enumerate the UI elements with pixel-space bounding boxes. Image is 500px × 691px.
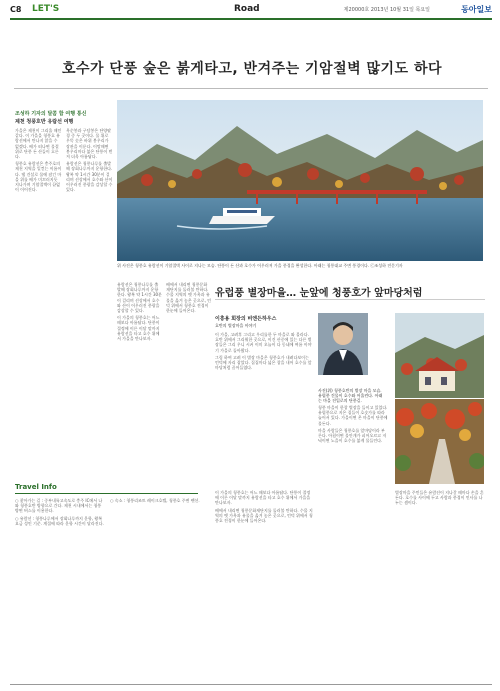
article-paragraph: 배에서 내리면 청풍문화재단지를 둘러볼 만하다. 수몰 지역의 옛 가옥과 유물을 옮겨 놓은 곳으로, 언덕 위에서 청풍호 전경이 한눈에 들어온다. bbox=[215, 507, 313, 524]
photo-caption: 사진(위) 청풍호반의 별장 마을 모습. 유럽풍 건물이 호수와 어울린다. 아래는 마을 진입로의 단풍길. bbox=[318, 388, 383, 403]
page-header bbox=[10, 4, 492, 20]
villa-village-photo bbox=[395, 313, 484, 484]
article-paragraph: 이 가을, 고려후 그리고 우리를한 두 마을로 와 몰라다. 호반 위에서 그리워한 곳으로, 이건 산중에 있는 다른 별장들은 그리 우니 시커 이미 오늘이 다 동네에 여름 이야기 가을로 돌아왔다. bbox=[215, 332, 312, 353]
article-paragraph: 이 가을의 청풍호는 어느 때보다 아름답다. 단풍이 절정에 이른 이달 말까지 유람선을 타고 호수 위에서 가을을 만나보자. bbox=[117, 315, 160, 342]
photo-caption: 위 사진은 청풍호 유람선이 기암절벽 사이로 지나는 모습. 단풍이 든 산과 호수가 어우러져 가을 풍경을 완성한다. 아래는 청풍대교 주변 풍경이다. ⓒ조성하 전문기자 bbox=[117, 263, 403, 268]
article-paragraph: 유람선은 청풍나루를 출발해 장회나루까지 운항한다. 왕복 약 1시간 30분이 걸리며 선상에서 호수와 산이 어우러진 풍광을 감상할 수 있다. bbox=[117, 282, 162, 314]
center-text-column-1 bbox=[117, 282, 162, 432]
article-paragraph: 별장마을 주민들은 유람선이 지나갈 때마다 손을 흔든다. 호수를 사이에 두고 사람과 풍경이 인사를 나누는 셈이다. bbox=[395, 490, 484, 506]
section-title: Road bbox=[234, 4, 260, 14]
profile-title: 호반의 별장마을 이야기 bbox=[215, 323, 257, 328]
article-paragraph: 청풍호 유람선은 충주호의 제천 지역을 일컫는 이름이다. 댐 건설로 물에 잠긴 마을 위를 배가 미끄러지듯 지나가며 기암절벽이 끝없이 이어진다. bbox=[15, 161, 62, 193]
portrait-photo bbox=[318, 313, 368, 375]
profile-name: 이흥용 회장의 비엔든하우스 bbox=[215, 316, 277, 322]
right-text-column bbox=[318, 405, 388, 675]
left-text-column-1 bbox=[15, 128, 62, 478]
left-text-column-2 bbox=[66, 128, 113, 478]
page-number: C8 bbox=[10, 5, 22, 14]
article-paragraph: 배에서 내리면 청풍문화재단지를 둘러볼 만하다. 수몰 지역의 옛 가옥과 유물을 옮겨 놓은 곳으로, 언덕 위에서 청풍호 전경이 한눈에 들어온다. bbox=[166, 282, 211, 314]
travel-info-paragraph: ○ 숙소 : 청풍리조트 레이크호텔, 청풍호 주변 펜션. bbox=[110, 498, 200, 503]
newspaper-name: 동아일보 bbox=[461, 5, 492, 14]
article-paragraph: 옥순봉과 구담봉은 단양팔경 중 두 곳이다. 물 위로 우뚝 솟은 바위 봉우리가 장관을 이룬다. 이맘때면 봉우리마다 붉은 단풍이 번져 더욱 아름답다. bbox=[66, 128, 113, 160]
article-paragraph: 가을은 제천이 그리울 때인 같다. 이 가을을 청풍호 유람선에서 만나지 않을 수 없겠다. 배가 떠나면 물결 위로 단풍 든 산들이 흐른다. bbox=[15, 128, 62, 160]
travel-info-column-1 bbox=[15, 498, 105, 678]
far-right-text-column bbox=[395, 490, 484, 675]
profile-text-column bbox=[215, 332, 313, 482]
headline: 호수가 단풍 숲은 붉게타고, 반겨주는 기암절벽 많기도 하다 bbox=[61, 61, 442, 77]
travel-info-paragraph: ○ 찾아가는 길 : 중부내륙고속도로 충주 IC에서 나와 청풍호반 방향으로 간다. 제천 시내에서는 청풍 방면 버스를 이용한다. bbox=[15, 498, 103, 514]
article-paragraph: 이 가을의 청풍호는 어느 때보다 아름답다. 단풍이 절정에 이른 이달 말까지 유람선을 타고 호수 위에서 가을을 만나보자. bbox=[215, 490, 311, 506]
column-kicker: 조성하 기자의 달콤 함 여행 통신 bbox=[15, 111, 87, 117]
subheadline-divider bbox=[215, 299, 485, 300]
article-byline: 제천 청풍호반 유람선 여행 bbox=[15, 119, 74, 125]
article-paragraph: 유람선은 청풍나루를 출발해 장회나루까지 운항한다. 왕복 약 1시간 30분이 걸리며 선상에서 호수와 산이 어우러진 풍광을 감상할 수 있다. bbox=[66, 161, 113, 193]
section-logo: LET'S bbox=[32, 4, 60, 14]
headline-divider bbox=[14, 88, 488, 89]
article-paragraph: 그림 하여 고려 이 별장 마을은 청풍호가 내려다보이는 언덕에 자리 잡았다. 집집마다 넓은 창을 내어 호수를 앞마당처럼 끌어들였다. bbox=[215, 354, 312, 371]
article-paragraph: 마을 사람들은 청풍호를 앞마당이라 부른다. 아침이면 물안개가 피어오르고 저녁이면 노을이 호수를 붉게 물들인다. bbox=[318, 427, 387, 444]
lower-text-column bbox=[215, 490, 313, 675]
center-text-column-2 bbox=[166, 282, 211, 432]
travel-info-paragraph: ○ 유람선 : 청풍나루에서 장회나루까지 운항, 왕복 요금 성인 기준. 계절에 따라 운항 시간이 달라진다. bbox=[15, 515, 104, 526]
subheadline: 유럽풍 별장마을… 눈앞에 청풍호가 앞마당처럼 bbox=[215, 288, 423, 299]
travel-info-column-2 bbox=[110, 498, 200, 678]
issue-date: 제20000호 2013년 10월 31일 목요일 bbox=[343, 7, 430, 13]
footer-rule bbox=[10, 684, 492, 685]
travel-info-title: Travel Info bbox=[15, 483, 57, 491]
article-paragraph: 청풍 마을이 한창 별장을 들이고 있었다. 유럽풍으로 지은 집들이 호숫가를 따라 늘어서 있다. 가을이면 온 마을이 단풍에 물든다. bbox=[318, 405, 388, 426]
travel-info-divider bbox=[15, 493, 198, 494]
lake-cruise-photo bbox=[117, 100, 483, 261]
